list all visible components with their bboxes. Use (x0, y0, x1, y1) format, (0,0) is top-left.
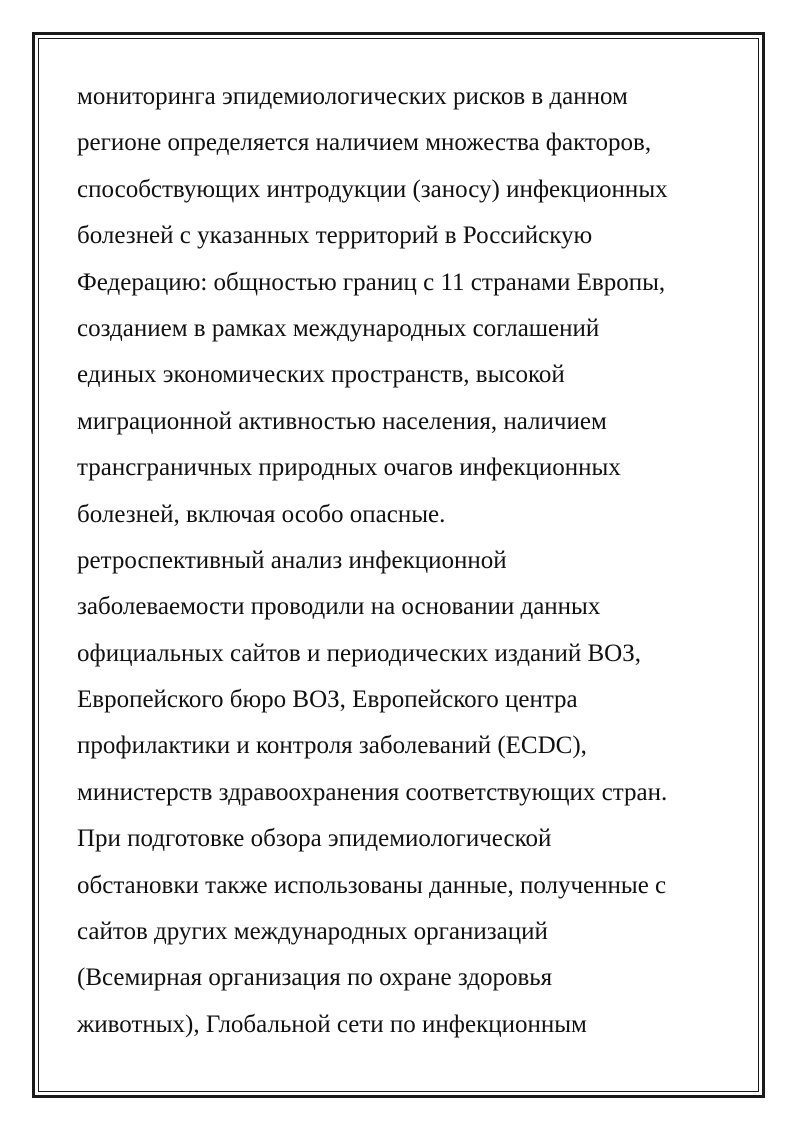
text-line: Федерацию: общностью границ с 11 странами Европы, (77, 268, 666, 296)
text-line: способствующих интродукции (заносу) инфекционных (77, 175, 668, 203)
text-line: миграционной активностью населения, наличием (77, 407, 607, 435)
body-text (77, 74, 737, 1048)
text-line: регионе определяется наличием множества факторов, (77, 129, 652, 157)
text-line: ретроспективный анализ инфекционной (77, 546, 507, 574)
text-line: болезней с указанных территорий в Российскую (77, 222, 593, 250)
text-line: животных), Глобальной сети по инфекционным (77, 1010, 587, 1038)
text-line: При подготовке обзора эпидемиологической (77, 825, 552, 853)
text-line: профилактики и контроля заболеваний (ECDC), (77, 732, 587, 760)
text-line: созданием в рамках международных соглашений (77, 314, 600, 342)
text-line: заболеваемости проводили на основании данных (77, 593, 601, 621)
text-line: болезней, включая особо опасные. (77, 500, 446, 528)
text-line: Европейского бюро ВОЗ, Европейского центра (77, 686, 578, 714)
text-line: обстановки также использованы данные, полученные с (77, 871, 667, 899)
text-line: (Всемирная организация по охране здоровья (77, 964, 553, 992)
text-line: единых экономических пространств, высокой (77, 361, 565, 389)
text-line: сайтов других международных организаций (77, 918, 548, 946)
text-line: министерств здравоохранения соответствующих стран. (77, 778, 668, 806)
text-line: трансграничных природных очагов инфекционных (77, 454, 621, 482)
text-line: официальных сайтов и периодических изданий ВОЗ, (77, 639, 642, 667)
text-line: мониторинга эпидемиологических рисков в данном (77, 83, 628, 110)
